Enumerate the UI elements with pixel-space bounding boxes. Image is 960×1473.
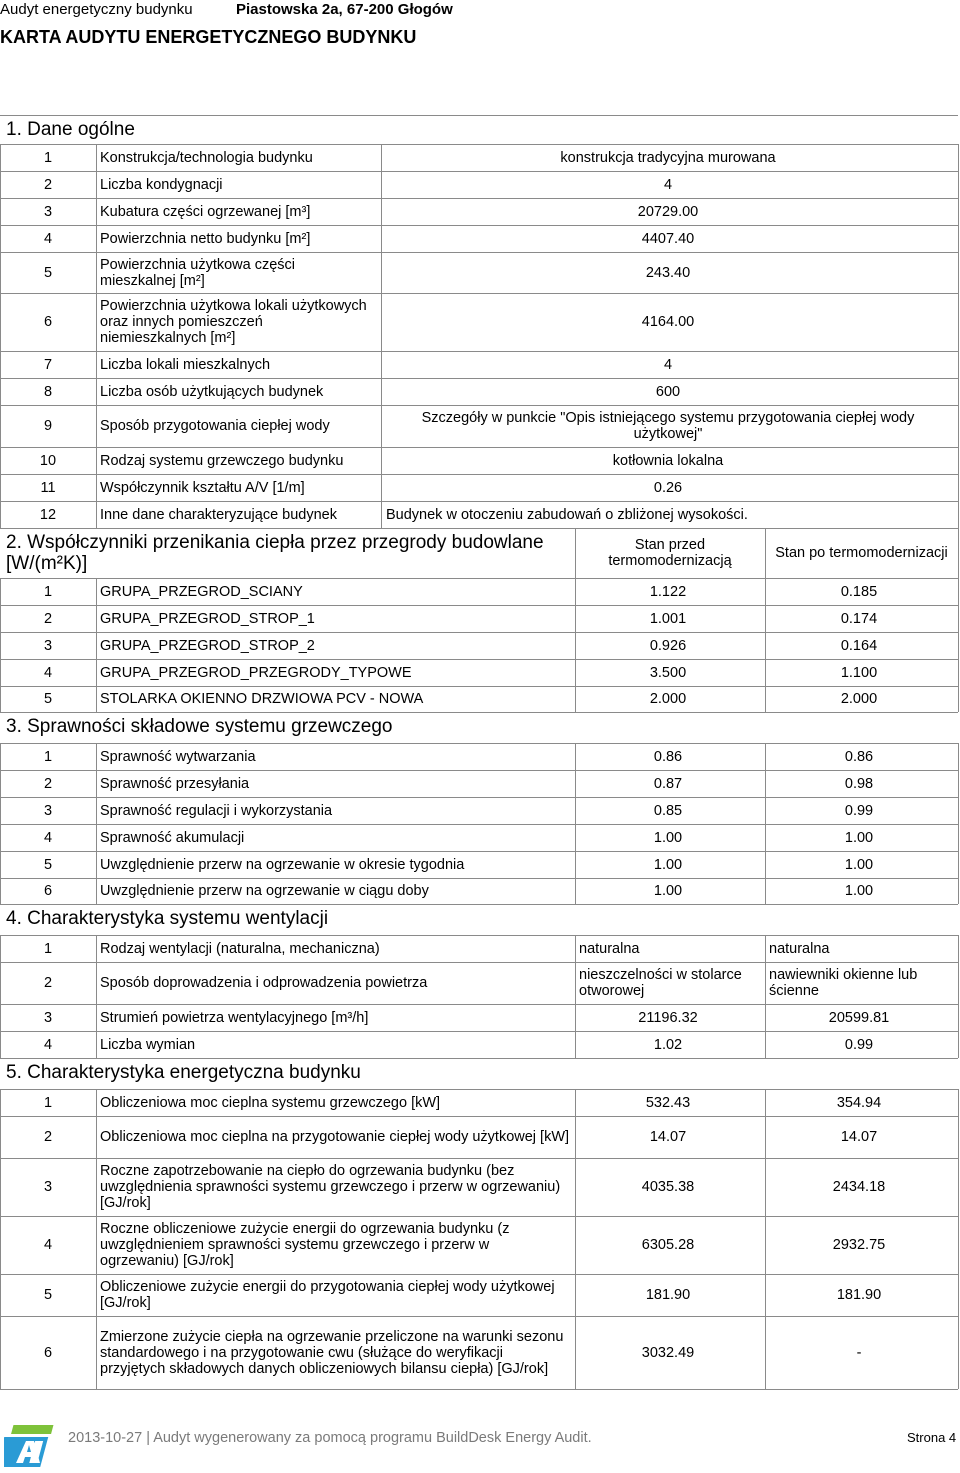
column-divider — [96, 351, 97, 378]
column-divider — [958, 578, 959, 605]
value-after: 0.174 — [840, 610, 878, 627]
column-divider — [96, 659, 97, 686]
value-after: nawiewniki okienne lub ścienne — [769, 967, 918, 999]
row-value: Budynek w otoczeniu zabudowań o zbliżonej wysokości. — [386, 506, 748, 523]
row-label: Zmierzone zużycie ciepła na ogrzewanie przeliczone na warunki sezonu standardowego i na przygotowanie cwu (służące do weryfikacji przyjętych składowych danych obliczeniowych bilansu ciepła) [GJ/rok] — [100, 1328, 564, 1377]
row-label: Inne dane charakteryzujące budynek — [100, 506, 337, 523]
row-number: 1 — [43, 748, 53, 765]
row-label: GRUPA_PRZEGROD_SCIANY — [100, 583, 303, 600]
row-number: 6 — [43, 1344, 53, 1361]
page-number: Strona 4 — [907, 1430, 957, 1445]
row-number: 2 — [43, 176, 53, 193]
row-label: Obliczeniowe zużycie energii do przygotowania ciepłej wody użytkowej [GJ/rok] — [100, 1279, 555, 1311]
column-divider — [958, 351, 959, 378]
column-divider — [381, 144, 382, 171]
row-label: Liczba wymian — [100, 1036, 196, 1053]
value-before: naturalna — [579, 940, 640, 957]
column-divider — [96, 824, 97, 851]
building-address: Piastowska 2a, 67-200 Głogów — [236, 1, 453, 18]
column-divider — [381, 225, 382, 252]
row-number: 6 — [43, 314, 53, 330]
row-label: Uwzględnienie przerw na ogrzewanie w okresie tygodnia — [100, 856, 465, 873]
column-divider — [958, 501, 959, 528]
value-after: 1.00 — [844, 829, 874, 846]
column-divider — [96, 770, 97, 797]
column-divider — [96, 1116, 97, 1158]
value-after: 1.100 — [840, 664, 878, 681]
row-value: kotłownia lokalna — [612, 452, 724, 469]
column-divider — [958, 405, 959, 447]
value-after: 0.185 — [840, 583, 878, 600]
value-before: 0.85 — [653, 802, 683, 819]
row-number: 4 — [43, 230, 53, 247]
value-after: 354.94 — [836, 1094, 882, 1111]
column-divider — [958, 797, 959, 824]
row-label: Sprawność regulacji i wykorzystania — [100, 802, 333, 819]
value-before: 0.926 — [649, 637, 687, 654]
row-label: GRUPA_PRZEGROD_STROP_1 — [100, 610, 315, 627]
column-divider — [96, 1274, 97, 1316]
row-value: 600 — [655, 383, 681, 400]
value-before: 0.87 — [653, 775, 683, 792]
row-label: Współczynnik kształtu A/V [1/m] — [100, 479, 305, 496]
value-before: 14.07 — [649, 1129, 687, 1145]
row-label: Konstrukcja/technologia budynku — [100, 149, 313, 166]
column-divider — [958, 528, 959, 578]
column-divider — [958, 1274, 959, 1316]
row-number: 2 — [43, 975, 53, 991]
column-divider — [96, 144, 97, 171]
row-number: 2 — [43, 1129, 53, 1145]
column-divider — [958, 1004, 959, 1031]
column-divider — [96, 378, 97, 405]
column-divider — [381, 405, 382, 447]
row-label: Uwzględnienie przerw na ogrzewanie w ciągu doby — [100, 883, 429, 899]
row-value: 4 — [663, 176, 673, 193]
row-number: 6 — [43, 883, 53, 899]
value-after: 0.99 — [844, 1036, 874, 1053]
column-divider — [958, 935, 959, 962]
value-after: - — [856, 1344, 862, 1361]
column-divider — [958, 605, 959, 632]
footer-generated-note: 2013-10-27 | Audyt wygenerowany za pomocą programu BuildDesk Energy Audit. — [68, 1430, 592, 1446]
value-before: 1.00 — [653, 883, 683, 899]
value-after: 181.90 — [836, 1287, 882, 1303]
column-divider — [958, 293, 959, 351]
value-after: 1.00 — [844, 883, 874, 899]
row-number: 2 — [43, 610, 53, 627]
value-after: 1.00 — [844, 856, 874, 873]
row-number: 1 — [43, 149, 53, 166]
row-value: 4164.00 — [641, 314, 695, 330]
column-divider — [96, 632, 97, 659]
page-title: KARTA AUDYTU ENERGETYCZNEGO BUDYNKU — [0, 27, 417, 47]
column-divider — [96, 474, 97, 501]
row-divider — [0, 1389, 958, 1390]
column-divider — [381, 252, 382, 293]
row-number: 9 — [43, 418, 53, 434]
value-before: 532.43 — [645, 1094, 691, 1111]
row-number: 1 — [43, 1094, 53, 1111]
column-divider — [381, 501, 382, 528]
column-divider — [958, 1316, 959, 1389]
row-label: Roczne obliczeniowe zużycie energii do ogrzewania budynku (z uwzględnieniem sprawności systemu grzewczego i przerw w ogrzewaniu) [GJ/rok] — [100, 1221, 510, 1269]
section-title: 2. Współczynniki przenikania ciepła przez przegrody budowlane [W/(m²K)] — [6, 532, 544, 574]
column-header-after: Stan po termomodernizacji — [775, 545, 948, 561]
row-value: 4407.40 — [641, 230, 695, 247]
column-divider — [958, 743, 959, 770]
builddesk-logo-icon — [4, 1423, 56, 1469]
column-divider — [96, 605, 97, 632]
column-divider — [96, 252, 97, 293]
value-before: 21196.32 — [638, 1009, 698, 1026]
row-label: Rodzaj wentylacji (naturalna, mechaniczna) — [100, 940, 380, 957]
column-divider — [958, 198, 959, 225]
column-divider — [575, 935, 576, 962]
column-divider — [96, 851, 97, 878]
section-title: 3. Sprawności składowe systemu grzewczego — [6, 716, 393, 737]
column-divider — [96, 1316, 97, 1389]
row-number: 5 — [43, 691, 53, 707]
row-label: Strumień powietrza wentylacyjnego [m³/h] — [100, 1009, 369, 1026]
row-number: 10 — [39, 452, 57, 469]
row-number: 5 — [43, 1287, 53, 1303]
column-divider — [96, 935, 97, 962]
column-divider — [96, 1089, 97, 1116]
row-label: Obliczeniowa moc cieplna systemu grzewczego [kW] — [100, 1094, 441, 1111]
value-after: 14.07 — [840, 1129, 878, 1145]
row-label: Sposób doprowadzenia i odprowadzenia powietrza — [100, 975, 428, 991]
column-divider — [96, 293, 97, 351]
row-value: 20729.00 — [637, 203, 699, 220]
column-divider — [96, 501, 97, 528]
column-divider — [958, 851, 959, 878]
column-divider — [96, 1158, 97, 1216]
column-divider — [96, 405, 97, 447]
column-divider — [958, 1116, 959, 1158]
value-before: nieszczelności w stolarce otworowej — [579, 967, 742, 999]
row-label: GRUPA_PRZEGROD_PRZEGRODY_TYPOWE — [100, 664, 412, 681]
section-title: 5. Charakterystyka energetyczna budynku — [6, 1062, 361, 1083]
value-after: 0.164 — [840, 637, 878, 654]
column-divider — [575, 962, 576, 1004]
row-number: 1 — [43, 940, 53, 957]
row-label: Liczba osób użytkujących budynek — [100, 383, 324, 400]
column-divider — [958, 378, 959, 405]
row-label: Powierzchnia użytkowa lokali użytkowych oraz innych pomieszczeń niemieszkalnych [m²] — [100, 298, 367, 346]
value-after: 0.99 — [844, 802, 874, 819]
column-divider — [96, 447, 97, 474]
column-divider — [958, 1158, 959, 1216]
value-after: 2.000 — [840, 691, 878, 707]
column-divider — [958, 770, 959, 797]
value-before: 1.02 — [653, 1036, 683, 1053]
column-divider — [765, 962, 766, 1004]
value-before: 1.00 — [653, 829, 683, 846]
row-label: Powierzchnia netto budynku [m²] — [100, 230, 311, 247]
value-before: 181.90 — [645, 1287, 691, 1303]
value-after: 0.98 — [844, 775, 874, 792]
section-title: 1. Dane ogólne — [6, 119, 135, 140]
row-number: 4 — [43, 829, 53, 846]
value-after: 2434.18 — [832, 1179, 886, 1195]
row-label: Obliczeniowa moc cieplna na przygotowanie ciepłej wody użytkowej [kW] — [100, 1129, 570, 1145]
row-value: 4 — [663, 356, 673, 373]
row-label: GRUPA_PRZEGROD_STROP_2 — [100, 637, 315, 654]
value-after: 0.86 — [844, 748, 874, 765]
column-divider — [958, 474, 959, 501]
row-label: Sposób przygotowania ciepłej wody — [100, 418, 330, 434]
column-divider — [381, 378, 382, 405]
column-divider — [96, 686, 97, 712]
document-type: Audyt energetyczny budynku — [0, 1, 193, 18]
column-divider — [96, 171, 97, 198]
row-number: 2 — [43, 775, 53, 792]
value-before: 1.001 — [649, 610, 687, 627]
column-divider — [381, 293, 382, 351]
column-divider — [96, 1216, 97, 1274]
column-divider — [958, 659, 959, 686]
row-label: Powierzchnia użytkowa części mieszkalnej [m²] — [100, 256, 296, 289]
column-divider — [958, 252, 959, 293]
row-value: Szczegóły w punkcie "Opis istniejącego systemu przygotowania ciepłej wody użytkowej" — [421, 410, 915, 442]
column-divider — [958, 1089, 959, 1116]
row-label: Rodzaj systemu grzewczego budynku — [100, 452, 344, 469]
column-divider — [96, 797, 97, 824]
value-before: 0.86 — [653, 748, 683, 765]
column-divider — [96, 578, 97, 605]
row-number: 4 — [43, 1237, 53, 1253]
section-title: 4. Charakterystyka systemu wentylacji — [6, 908, 329, 929]
row-divider — [0, 904, 958, 905]
column-divider — [765, 935, 766, 962]
column-divider — [958, 878, 959, 904]
column-divider — [96, 1031, 97, 1058]
row-value: konstrukcja tradycyjna murowana — [560, 149, 776, 166]
value-before: 3032.49 — [641, 1344, 695, 1361]
row-divider — [0, 115, 958, 116]
row-number: 3 — [43, 1009, 53, 1026]
row-label: Liczba kondygnacji — [100, 176, 223, 193]
column-divider — [96, 962, 97, 1004]
value-before: 6305.28 — [641, 1237, 695, 1253]
column-divider — [958, 171, 959, 198]
row-number: 3 — [43, 637, 53, 654]
value-before: 1.00 — [653, 856, 683, 873]
row-divider — [0, 712, 958, 713]
row-number: 3 — [43, 802, 53, 819]
value-after: naturalna — [769, 940, 830, 957]
row-number: 3 — [43, 1179, 53, 1195]
value-after: 2932.75 — [832, 1237, 886, 1253]
row-number: 4 — [43, 664, 53, 681]
value-before: 4035.38 — [641, 1179, 695, 1195]
row-label: Roczne zapotrzebowanie na ciepło do ogrzewania budynku (bez uwzględnienia sprawności systemu grzewczego i przerw w ogrzewaniu) [GJ/rok] — [100, 1163, 561, 1211]
column-divider — [958, 686, 959, 712]
column-divider — [958, 632, 959, 659]
row-number: 12 — [39, 506, 57, 523]
column-divider — [958, 447, 959, 474]
row-number: 1 — [43, 583, 53, 600]
column-divider — [381, 447, 382, 474]
row-label: Sprawność akumulacji — [100, 829, 245, 846]
row-value: 0.26 — [653, 479, 683, 496]
column-divider — [96, 1004, 97, 1031]
column-divider — [958, 1031, 959, 1058]
row-number: 3 — [43, 203, 53, 220]
column-divider — [96, 743, 97, 770]
column-divider — [958, 144, 959, 171]
row-divider — [0, 1058, 958, 1059]
row-label: Kubatura części ogrzewanej [m³] — [100, 203, 311, 220]
column-divider — [958, 824, 959, 851]
row-number: 5 — [43, 264, 53, 281]
row-number: 5 — [43, 856, 53, 873]
column-divider — [958, 1216, 959, 1274]
row-number: 4 — [43, 1036, 53, 1053]
column-divider — [958, 225, 959, 252]
column-divider — [96, 878, 97, 904]
row-value: 243.40 — [645, 264, 691, 281]
column-divider — [381, 171, 382, 198]
row-label: STOLARKA OKIENNO DRZWIOWA PCV - NOWA — [100, 691, 424, 707]
column-divider — [381, 198, 382, 225]
column-header-before: Stan przed termomodernizacją — [608, 537, 732, 569]
column-divider — [958, 962, 959, 1004]
column-divider — [96, 198, 97, 225]
row-label: Sprawność wytwarzania — [100, 748, 256, 765]
value-before: 2.000 — [649, 691, 687, 707]
row-number: 7 — [43, 356, 53, 373]
row-label: Sprawność przesyłania — [100, 775, 250, 792]
row-number: 11 — [40, 479, 56, 496]
value-after: 20599.81 — [828, 1009, 890, 1026]
column-divider — [381, 474, 382, 501]
value-before: 3.500 — [649, 664, 687, 681]
column-divider — [381, 351, 382, 378]
value-before: 1.122 — [649, 583, 687, 600]
row-label: Liczba lokali mieszkalnych — [100, 356, 271, 373]
row-number: 8 — [43, 383, 53, 400]
column-divider — [96, 225, 97, 252]
